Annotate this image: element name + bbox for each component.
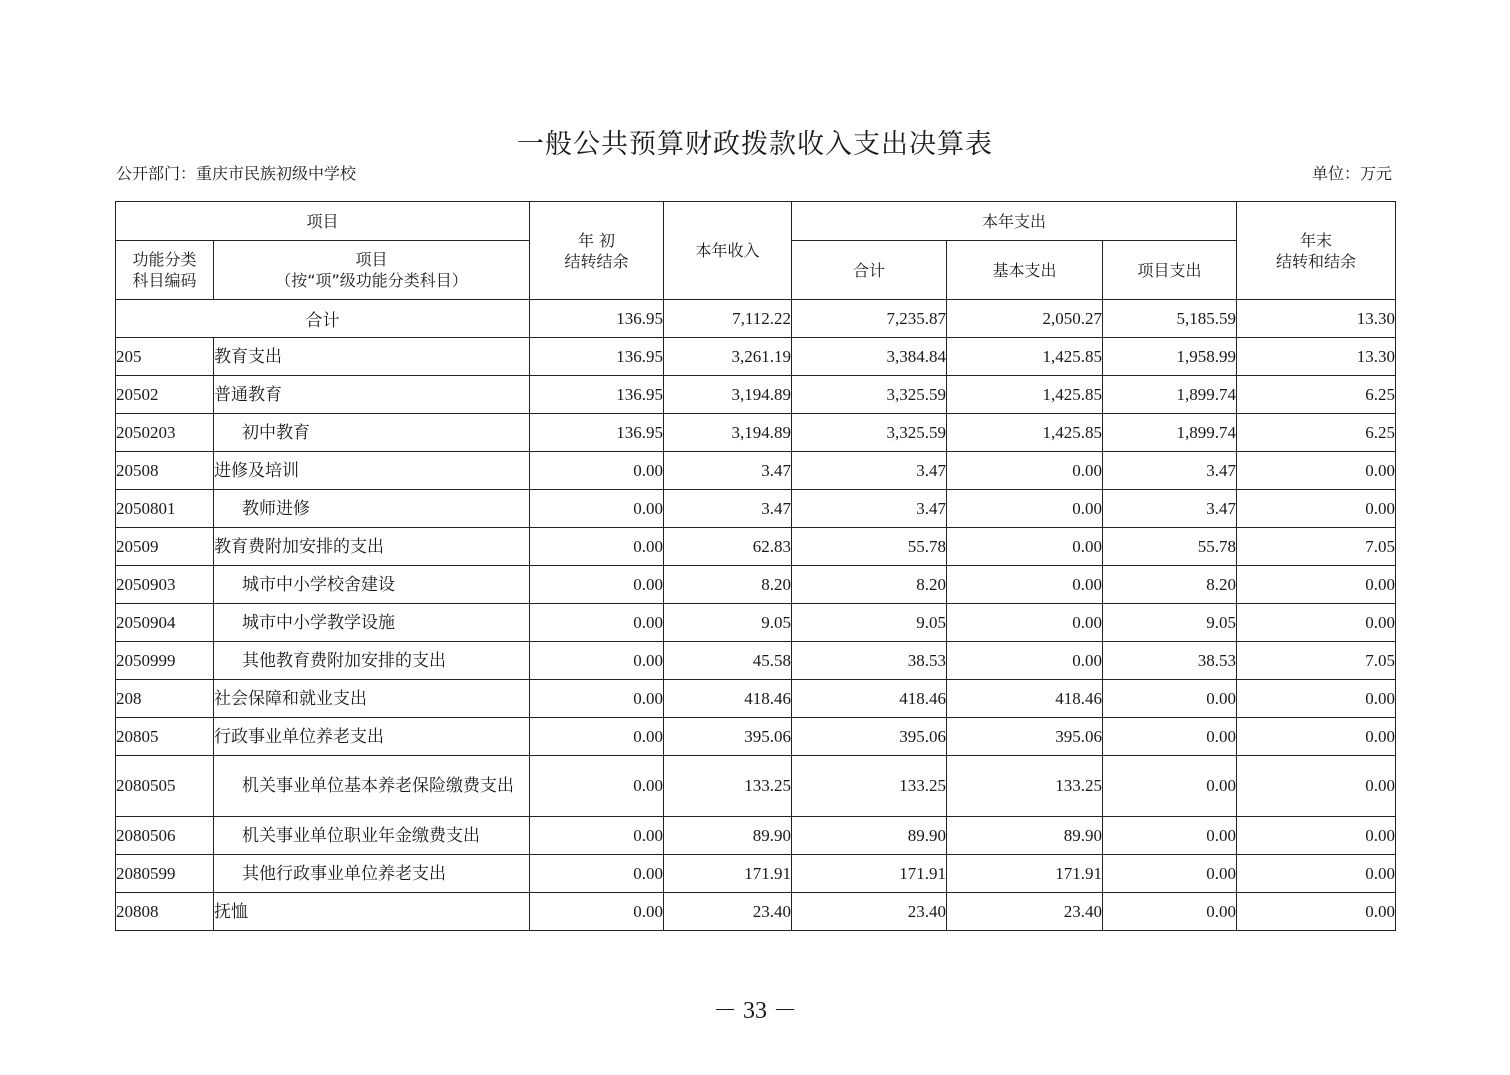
table-row (116, 680, 1396, 718)
header-item-name-line2: （按“项”级功能分类科目） (275, 271, 468, 290)
row-income: 3,194.89 (664, 414, 792, 452)
row-opening: 0.00 (530, 452, 664, 490)
row-opening: 0.00 (530, 718, 664, 756)
row-opening: 0.00 (530, 893, 664, 931)
row-code: 20805 (116, 718, 214, 756)
header-item: 项目 (116, 202, 530, 241)
header-exp-total: 合计 (792, 241, 947, 300)
row-exp-total: 38.53 (792, 642, 947, 680)
row-exp-project: 0.00 (1103, 680, 1237, 718)
row-exp-project: 3.47 (1103, 452, 1237, 490)
page-title: 一般公共预算财政拨款收入支出决算表 (517, 129, 993, 160)
row-exp-total: 89.90 (792, 817, 947, 855)
row-name: 抚恤 (214, 893, 530, 931)
table-row (116, 817, 1396, 855)
row-code: 20509 (116, 528, 214, 566)
row-closing: 0.00 (1237, 855, 1396, 893)
row-exp-basic: 171.91 (947, 855, 1103, 893)
row-exp-project: 1,958.99 (1103, 338, 1237, 376)
row-closing: 6.25 (1237, 376, 1396, 414)
header-opening-line2: 结转结余 (564, 251, 629, 271)
table-row (116, 566, 1396, 604)
row-exp-total: 8.20 (792, 566, 947, 604)
row-exp-basic: 89.90 (947, 817, 1103, 855)
row-exp-basic: 1,425.85 (947, 414, 1103, 452)
table-row (116, 756, 1396, 817)
row-opening: 0.00 (530, 855, 664, 893)
row-exp-basic: 418.46 (947, 680, 1103, 718)
header-opening (530, 202, 664, 300)
row-exp-project: 0.00 (1103, 893, 1237, 931)
header-item-name-line1: 项目 (355, 250, 388, 269)
row-exp-project: 9.05 (1103, 604, 1237, 642)
budget-table (115, 201, 1396, 931)
row-income: 171.91 (664, 855, 792, 893)
unit-label: 单位： (1311, 164, 1360, 183)
row-closing: 0.00 (1237, 604, 1396, 642)
table-row (116, 414, 1396, 452)
row-code: 205 (116, 338, 214, 376)
row-income: 3.47 (664, 490, 792, 528)
row-exp-basic: 0.00 (947, 566, 1103, 604)
row-exp-project: 0.00 (1103, 817, 1237, 855)
row-exp-total: 23.40 (792, 893, 947, 931)
table-row (116, 642, 1396, 680)
page-number: － 33 － (713, 998, 797, 1024)
row-exp-basic: 133.25 (947, 756, 1103, 817)
row-income: 3.47 (664, 452, 792, 490)
row-income: 3,194.89 (664, 376, 792, 414)
row-closing: 0.00 (1237, 817, 1396, 855)
row-exp-total: 395.06 (792, 718, 947, 756)
total-label: 合计 (116, 300, 530, 338)
row-name: 普通教育 (214, 376, 530, 414)
header-item-name (214, 241, 530, 300)
table-row (116, 376, 1396, 414)
row-exp-basic: 1,425.85 (947, 376, 1103, 414)
row-exp-project: 1,899.74 (1103, 414, 1237, 452)
row-exp-basic: 0.00 (947, 452, 1103, 490)
row-code: 2050999 (116, 642, 214, 680)
row-code: 2050903 (116, 566, 214, 604)
row-closing: 0.00 (1237, 893, 1396, 931)
row-closing: 13.30 (1237, 338, 1396, 376)
row-income: 133.25 (664, 756, 792, 817)
total-closing: 13.30 (1237, 300, 1396, 338)
row-income: 23.40 (664, 893, 792, 931)
row-name: 其他教育费附加安排的支出 (214, 642, 530, 680)
row-opening: 0.00 (530, 490, 664, 528)
row-exp-project: 0.00 (1103, 756, 1237, 817)
row-closing: 0.00 (1237, 566, 1396, 604)
table-row (116, 718, 1396, 756)
row-exp-basic: 1,425.85 (947, 338, 1103, 376)
row-exp-basic: 0.00 (947, 528, 1103, 566)
row-opening: 136.95 (530, 414, 664, 452)
row-code: 20808 (116, 893, 214, 931)
department-label: 公开部门： (116, 164, 197, 183)
row-closing: 0.00 (1237, 490, 1396, 528)
row-exp-total: 171.91 (792, 855, 947, 893)
row-name: 城市中小学校舍建设 (214, 566, 530, 604)
row-income: 418.46 (664, 680, 792, 718)
department-value: 重庆市民族初级中学校 (196, 164, 357, 183)
row-exp-project: 0.00 (1103, 855, 1237, 893)
row-name: 初中教育 (214, 414, 530, 452)
table-row (116, 490, 1396, 528)
row-exp-project: 1,899.74 (1103, 376, 1237, 414)
row-opening: 0.00 (530, 642, 664, 680)
row-closing: 0.00 (1237, 718, 1396, 756)
header-closing-line1: 年末 (1300, 230, 1333, 250)
row-name: 进修及培训 (214, 452, 530, 490)
row-exp-basic: 0.00 (947, 490, 1103, 528)
total-exp-project: 5,185.59 (1103, 300, 1237, 338)
row-opening: 0.00 (530, 604, 664, 642)
row-code: 2050904 (116, 604, 214, 642)
table-body (116, 300, 1396, 931)
row-closing: 7.05 (1237, 642, 1396, 680)
row-exp-project: 3.47 (1103, 490, 1237, 528)
row-opening: 0.00 (530, 756, 664, 817)
row-opening: 136.95 (530, 338, 664, 376)
row-exp-total: 133.25 (792, 756, 947, 817)
header-func-code-line2: 科目编码 (132, 271, 197, 290)
row-opening: 0.00 (530, 528, 664, 566)
table-row (116, 855, 1396, 893)
row-name: 教师进修 (214, 490, 530, 528)
table-row (116, 528, 1396, 566)
unit-line (1312, 161, 1392, 184)
header-closing-line2: 结转和结余 (1276, 251, 1357, 271)
row-exp-basic: 23.40 (947, 893, 1103, 931)
row-name: 其他行政事业单位养老支出 (214, 855, 530, 893)
table-row (116, 338, 1396, 376)
row-name: 社会保障和就业支出 (214, 680, 530, 718)
header-income: 本年收入 (664, 202, 792, 300)
row-name: 机关事业单位基本养老保险缴费支出 (214, 756, 530, 817)
row-exp-total: 3.47 (792, 490, 947, 528)
row-exp-total: 3,325.59 (792, 414, 947, 452)
row-income: 9.05 (664, 604, 792, 642)
row-opening: 0.00 (530, 817, 664, 855)
row-exp-basic: 395.06 (947, 718, 1103, 756)
row-exp-total: 3,384.84 (792, 338, 947, 376)
header-func-code (116, 241, 214, 300)
row-exp-total: 3,325.59 (792, 376, 947, 414)
row-code: 2050801 (116, 490, 214, 528)
row-income: 395.06 (664, 718, 792, 756)
row-exp-total: 418.46 (792, 680, 947, 718)
header-func-code-line1: 功能分类 (132, 250, 197, 269)
row-name: 教育费附加安排的支出 (214, 528, 530, 566)
row-code: 20508 (116, 452, 214, 490)
table-row (116, 893, 1396, 931)
row-exp-total: 55.78 (792, 528, 947, 566)
row-income: 8.20 (664, 566, 792, 604)
row-exp-project: 55.78 (1103, 528, 1237, 566)
table-row (116, 604, 1396, 642)
row-name: 教育支出 (214, 338, 530, 376)
header-exp-basic: 基本支出 (947, 241, 1103, 300)
row-exp-project: 38.53 (1103, 642, 1237, 680)
row-opening: 0.00 (530, 680, 664, 718)
row-exp-basic: 0.00 (947, 642, 1103, 680)
total-opening: 136.95 (530, 300, 664, 338)
row-closing: 6.25 (1237, 414, 1396, 452)
row-exp-project: 0.00 (1103, 718, 1237, 756)
table-row (116, 452, 1396, 490)
row-exp-basic: 0.00 (947, 604, 1103, 642)
row-opening: 136.95 (530, 376, 664, 414)
row-code: 2080505 (116, 756, 214, 817)
row-name: 城市中小学教学设施 (214, 604, 530, 642)
row-exp-project: 8.20 (1103, 566, 1237, 604)
row-name: 机关事业单位职业年金缴费支出 (214, 817, 530, 855)
row-code: 2080506 (116, 817, 214, 855)
header-opening-line1: 年 初 (577, 230, 616, 250)
header-exp-project: 项目支出 (1103, 241, 1237, 300)
row-closing: 7.05 (1237, 528, 1396, 566)
row-opening: 0.00 (530, 566, 664, 604)
department-line (116, 161, 356, 184)
row-exp-total: 3.47 (792, 452, 947, 490)
row-income: 45.58 (664, 642, 792, 680)
total-row (116, 300, 1396, 338)
row-exp-total: 9.05 (792, 604, 947, 642)
row-income: 89.90 (664, 817, 792, 855)
header-expenditure: 本年支出 (792, 202, 1237, 241)
total-income: 7,112.22 (664, 300, 792, 338)
total-exp-total: 7,235.87 (792, 300, 947, 338)
row-code: 208 (116, 680, 214, 718)
row-closing: 0.00 (1237, 756, 1396, 817)
total-exp-basic: 2,050.27 (947, 300, 1103, 338)
row-name: 行政事业单位养老支出 (214, 718, 530, 756)
row-closing: 0.00 (1237, 452, 1396, 490)
header-closing (1237, 202, 1396, 300)
row-income: 3,261.19 (664, 338, 792, 376)
row-closing: 0.00 (1237, 680, 1396, 718)
row-code: 2080599 (116, 855, 214, 893)
row-code: 20502 (116, 376, 214, 414)
unit-value: 万元 (1359, 164, 1392, 183)
row-code: 2050203 (116, 414, 214, 452)
row-income: 62.83 (664, 528, 792, 566)
